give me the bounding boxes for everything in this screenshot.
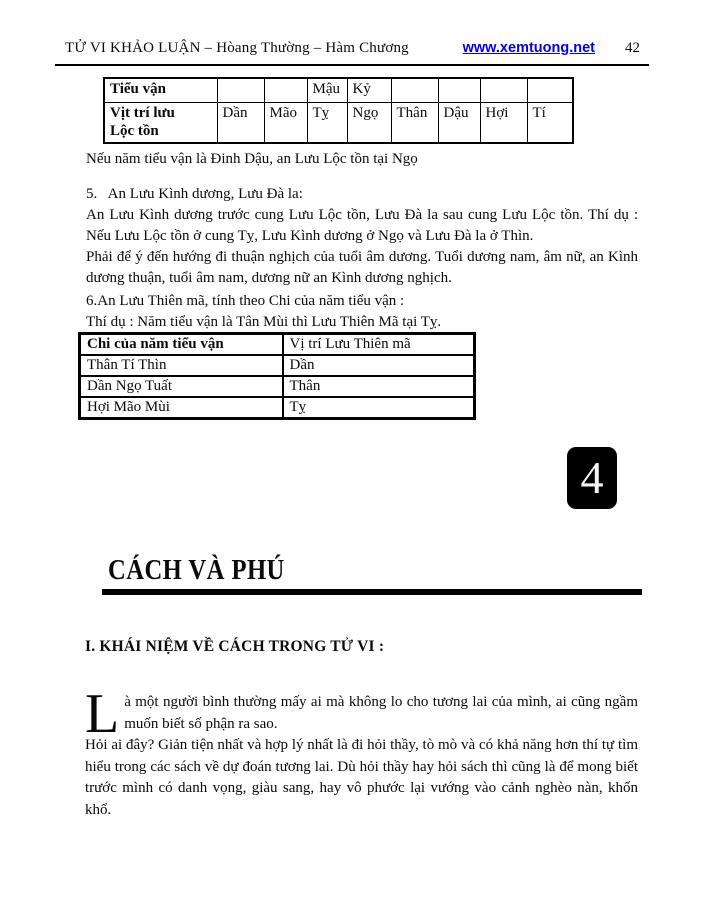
table-cell: Tỵ <box>283 397 475 419</box>
table-cell <box>391 78 438 103</box>
header-rule <box>55 64 649 66</box>
table-cell: Thân <box>283 376 475 397</box>
item5-paragraph-1: An Lưu Kình dương trước cung Lưu Lộc tồn, Lưu Đà la sau cung Lưu Lộc tồn. Thí dụ : Nếu Lưu Lộc tồn ở cung Tỵ, Lưu Kình dương ở Ngọ và Lưu Đà la ở Thìn. <box>86 207 638 244</box>
table-cell: Thân <box>391 103 438 144</box>
chapter-number: 4 <box>580 452 604 503</box>
chapter-title: CÁCH VÀ PHÚ <box>108 554 285 586</box>
table-row <box>104 103 573 144</box>
section-body <box>85 683 638 821</box>
table-cell: Tí <box>527 103 573 144</box>
table-cell <box>480 78 527 103</box>
chapter-title-rule <box>102 589 642 595</box>
table-header-row <box>80 334 475 356</box>
table-cell: Dậu <box>438 103 480 144</box>
followup-paragraph: Hỏi ai đây? Giản tiện nhất và hợp lý nhất là đi hỏi thầy, tò mò và có khả năng hơn thí tự tìm hiểu trong các sách về dự đoán tương lai. Dù hỏi thầy hay hỏi sách thì cũng là để mong biết trước mình có danh vọng, giàu sang, hay vô phước lại vướng vào cảnh nghèo nàn, khốn khổ. <box>85 737 638 818</box>
table-cell: Hợi <box>480 103 527 144</box>
table-cell: Mão <box>264 103 307 144</box>
table-header-cell: Vị trí Lưu Thiên mã <box>283 334 475 356</box>
item5-paragraphs <box>86 205 638 289</box>
table-cell <box>527 78 573 103</box>
item6-example: Thí dụ : Năm tiểu vận là Tân Mùi thì Lưu Thiên Mã tại Tỵ. <box>86 314 442 330</box>
website-link[interactable]: www.xemtuong.net <box>462 40 595 56</box>
table-cell: Kỷ <box>347 78 391 103</box>
table-row <box>80 355 475 376</box>
page-header <box>65 40 640 57</box>
section-heading: I. KHÁI NIỆM VỀ CÁCH TRONG TỬ VI : <box>85 638 385 655</box>
dropcap-letter: L <box>85 683 120 745</box>
table-cell <box>438 78 480 103</box>
note-luu-loc-ton: Nếu năm tiểu vận là Đinh Dậu, an Lưu Lộc tồn tại Ngọ <box>86 151 418 167</box>
table-cell: Dần <box>283 355 475 376</box>
table-cell <box>217 78 264 103</box>
table-cell: Tiểu vận <box>104 78 217 103</box>
header-title: TỬ VI KHẢO LUẬN – Hòang Thường – Hàm Chương <box>65 40 409 56</box>
table-row <box>80 397 475 419</box>
intro-paragraph-text: à một người bình thường mấy ai mà không lo cho tương lai của mình, ai cũng ngầm muốn biết số phận ra sao. <box>124 694 638 732</box>
thien-ma-table <box>78 332 476 420</box>
item5-paragraph-2: Phải để ý đến hướng đi thuận nghịch của tuổi âm dương. Tuổi dương nam, âm nữ, an Kình dương thuận, tuổi âm nam, dương nữ an Kình dương nghịch. <box>86 249 638 286</box>
table-cell: Dần <box>217 103 264 144</box>
intro-paragraph <box>85 683 638 745</box>
cell-line: Lộc tồn <box>110 123 159 139</box>
table-cell: Thân Tí Thìn <box>80 355 283 376</box>
table-cell: Dần Ngọ Tuất <box>80 376 283 397</box>
table-cell <box>104 103 217 144</box>
item6-heading: 6.An Lưu Thiên mã, tính theo Chi của năm tiểu vận : <box>86 293 405 309</box>
page-number: 42 <box>625 40 640 56</box>
table-header-cell: Chi của năm tiểu vận <box>80 334 283 356</box>
item5-heading: 5. An Lưu Kình dương, Lưu Đà la: <box>86 186 303 202</box>
chapter-number-badge <box>567 447 617 509</box>
cell-line: Vịt trí lưu <box>110 105 175 121</box>
table-cell: Tỵ <box>307 103 347 144</box>
table-cell: Ngọ <box>347 103 391 144</box>
table-cell: Mậu <box>307 78 347 103</box>
table-row <box>80 376 475 397</box>
table-row <box>104 78 573 103</box>
table-cell <box>264 78 307 103</box>
luu-loc-ton-table <box>103 77 574 144</box>
table-cell: Hợi Mão Mùi <box>80 397 283 419</box>
